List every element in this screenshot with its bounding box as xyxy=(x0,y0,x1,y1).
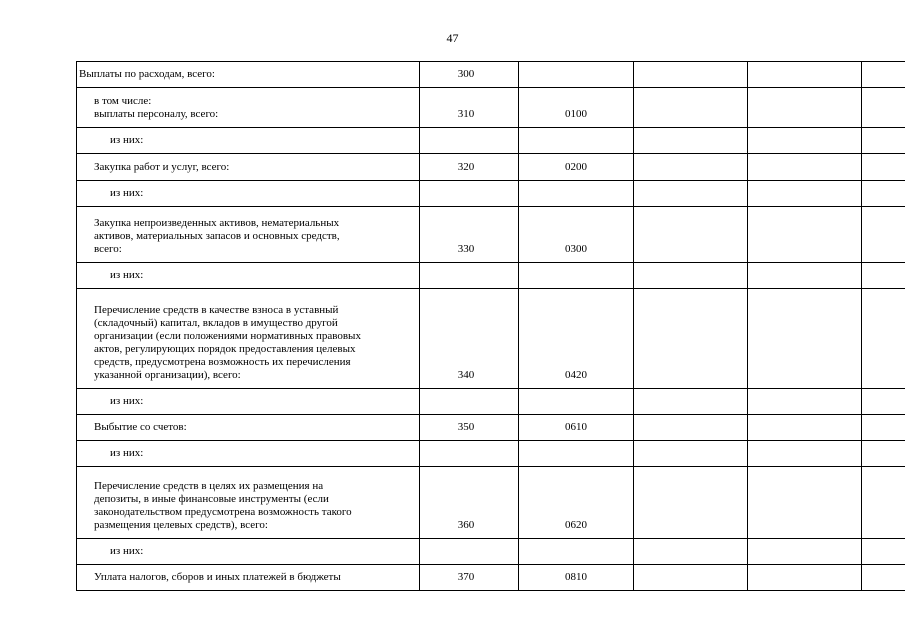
row-name-cell: в том числе: выплаты персоналу, всего: xyxy=(77,88,420,128)
value-cell xyxy=(634,289,748,389)
value-cell xyxy=(634,565,748,591)
row-code-cell: 310 xyxy=(420,88,519,128)
row-name-cell: Перечисление средств в качестве взноса в уставный (складочный) капитал, вкладов в имущество другой организации (если положениями нормативных правовых актов, регулирующих порядок предоставления целевых средств, предусмотрена возможность их перечисления указанной организации), всего: xyxy=(77,289,420,389)
table-row xyxy=(77,88,905,128)
value-cell xyxy=(748,415,862,441)
table-row xyxy=(77,181,905,207)
value-cell xyxy=(862,128,905,154)
table-row xyxy=(77,415,905,441)
row-code-cell: 350 xyxy=(420,415,519,441)
value-cell xyxy=(748,181,862,207)
row-kosgu-cell xyxy=(519,389,634,415)
value-cell xyxy=(862,389,905,415)
value-cell xyxy=(748,128,862,154)
value-cell xyxy=(862,289,905,389)
value-cell xyxy=(748,289,862,389)
row-kosgu-cell xyxy=(519,539,634,565)
value-cell xyxy=(634,263,748,289)
row-kosgu-cell xyxy=(519,441,634,467)
row-name-cell: из них: xyxy=(77,263,420,289)
table-row xyxy=(77,154,905,181)
row-kosgu-cell: 0300 xyxy=(519,207,634,263)
table-row xyxy=(77,207,905,263)
row-name-cell: Закупка работ и услуг, всего: xyxy=(77,154,420,181)
row-code-cell: 330 xyxy=(420,207,519,263)
value-cell xyxy=(862,154,905,181)
value-cell xyxy=(634,88,748,128)
row-name-cell: Закупка непроизведенных активов, нематериальных активов, материальных запасов и основных средств, всего: xyxy=(77,207,420,263)
value-cell xyxy=(634,62,748,88)
value-cell xyxy=(748,88,862,128)
row-kosgu-cell xyxy=(519,263,634,289)
value-cell xyxy=(862,467,905,539)
value-cell xyxy=(634,389,748,415)
row-kosgu-cell: 0810 xyxy=(519,565,634,591)
row-code-cell: 340 xyxy=(420,289,519,389)
value-cell xyxy=(634,539,748,565)
value-cell xyxy=(748,441,862,467)
row-kosgu-cell xyxy=(519,181,634,207)
row-name-cell: из них: xyxy=(77,128,420,154)
row-kosgu-cell: 0420 xyxy=(519,289,634,389)
table-row xyxy=(77,263,905,289)
value-cell xyxy=(862,441,905,467)
value-cell xyxy=(748,154,862,181)
expenses-table xyxy=(76,61,905,591)
value-cell xyxy=(862,62,905,88)
value-cell xyxy=(634,207,748,263)
row-kosgu-cell: 0610 xyxy=(519,415,634,441)
value-cell xyxy=(634,467,748,539)
table-row xyxy=(77,289,905,389)
row-name-cell: из них: xyxy=(77,539,420,565)
row-name-cell: из них: xyxy=(77,441,420,467)
value-cell xyxy=(748,62,862,88)
value-cell xyxy=(748,263,862,289)
row-code-cell: 320 xyxy=(420,154,519,181)
row-code-cell xyxy=(420,263,519,289)
value-cell xyxy=(634,154,748,181)
row-code-cell xyxy=(420,128,519,154)
table-row xyxy=(77,441,905,467)
row-kosgu-cell xyxy=(519,62,634,88)
value-cell xyxy=(634,181,748,207)
row-name-cell: из них: xyxy=(77,181,420,207)
value-cell xyxy=(862,565,905,591)
row-code-cell: 360 xyxy=(420,467,519,539)
table-row xyxy=(77,539,905,565)
value-cell xyxy=(634,128,748,154)
value-cell xyxy=(634,441,748,467)
table-row xyxy=(77,565,905,591)
row-name-cell: Выплаты по расходам, всего: xyxy=(77,62,420,88)
table-row xyxy=(77,467,905,539)
value-cell xyxy=(748,467,862,539)
row-name-cell: Выбытие со счетов: xyxy=(77,415,420,441)
value-cell xyxy=(748,539,862,565)
value-cell xyxy=(862,415,905,441)
value-cell xyxy=(748,207,862,263)
value-cell xyxy=(748,565,862,591)
table-row xyxy=(77,128,905,154)
row-name-cell: Перечисление средств в целях их размещения на депозиты, в иные финансовые инструменты (если законодательством предусмотрена возможность такого размещения целевых средств), всего: xyxy=(77,467,420,539)
row-code-cell: 370 xyxy=(420,565,519,591)
row-kosgu-cell: 0620 xyxy=(519,467,634,539)
table-row xyxy=(77,62,905,88)
row-name-cell: из них: xyxy=(77,389,420,415)
value-cell xyxy=(862,181,905,207)
page-number: 47 xyxy=(446,31,459,45)
value-cell xyxy=(862,207,905,263)
table-row xyxy=(77,389,905,415)
row-code-cell xyxy=(420,389,519,415)
row-name-cell: Уплата налогов, сборов и иных платежей в бюджеты xyxy=(77,565,420,591)
value-cell xyxy=(634,415,748,441)
row-kosgu-cell xyxy=(519,128,634,154)
value-cell xyxy=(862,539,905,565)
value-cell xyxy=(862,263,905,289)
row-kosgu-cell: 0200 xyxy=(519,154,634,181)
row-code-cell: 300 xyxy=(420,62,519,88)
row-kosgu-cell: 0100 xyxy=(519,88,634,128)
row-code-cell xyxy=(420,181,519,207)
value-cell xyxy=(862,88,905,128)
value-cell xyxy=(748,389,862,415)
row-code-cell xyxy=(420,539,519,565)
row-code-cell xyxy=(420,441,519,467)
